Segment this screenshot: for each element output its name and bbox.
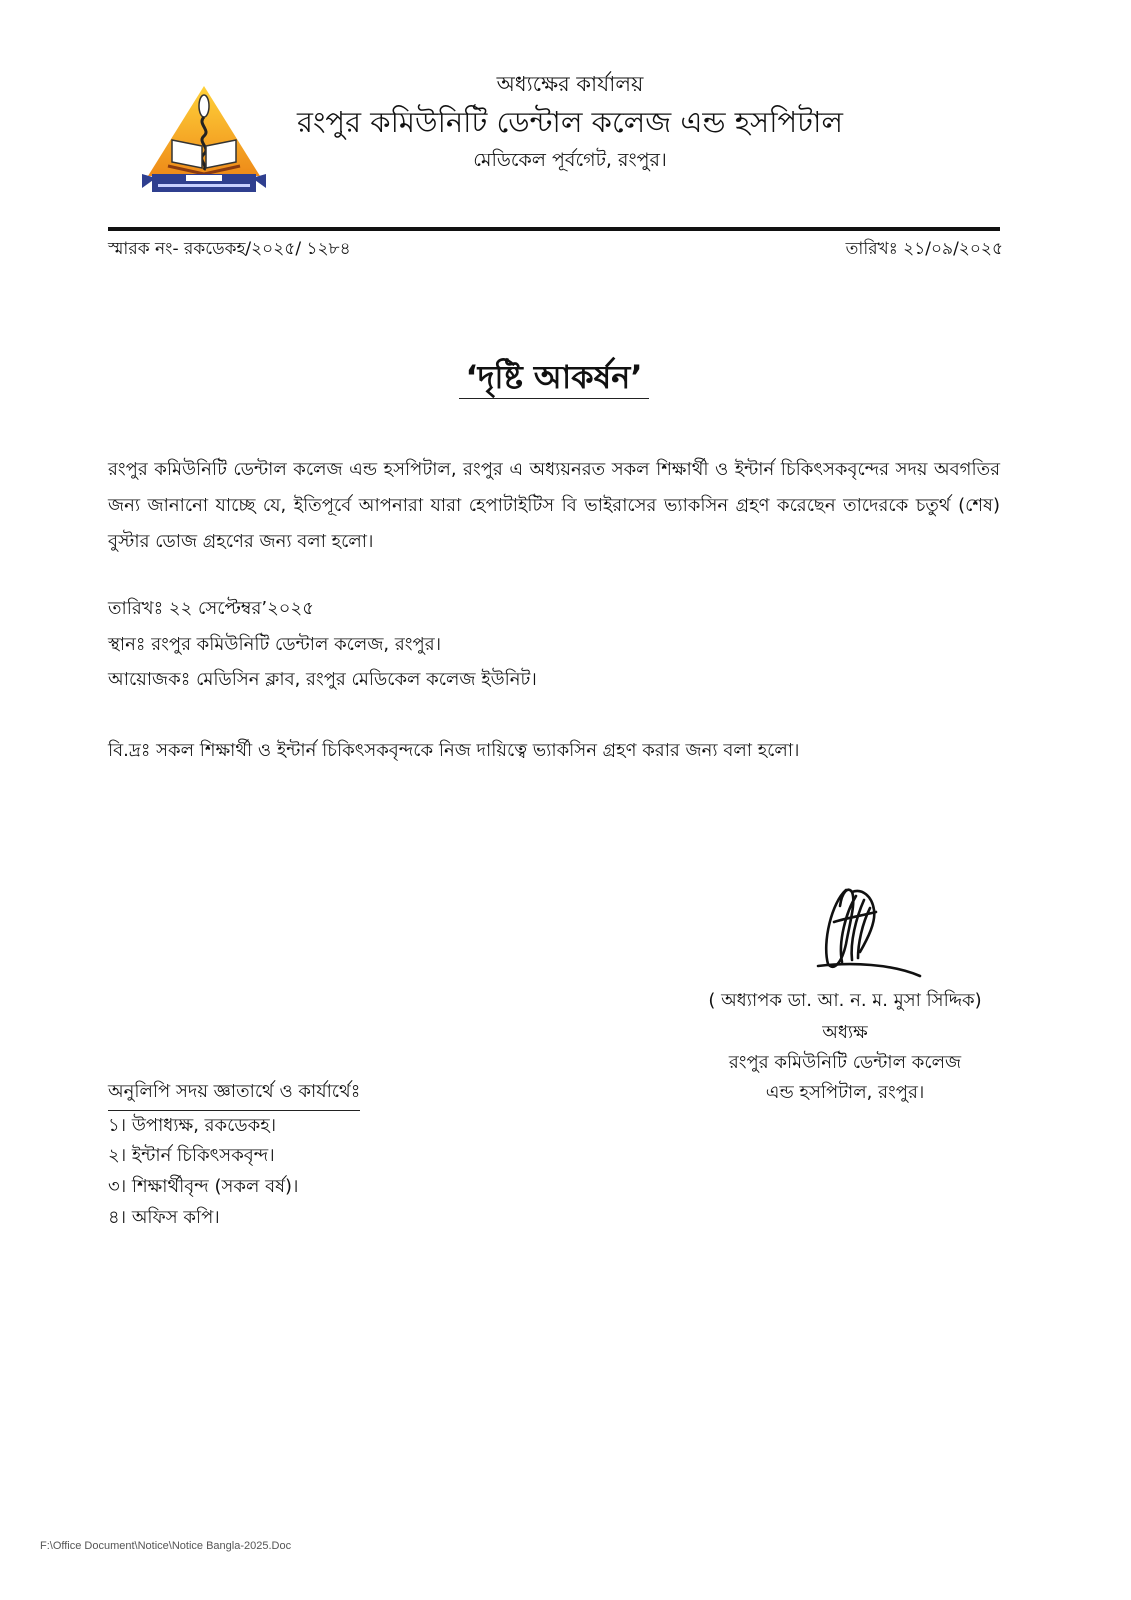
copy-item: ২। ইন্টার্ন চিকিৎসকবৃন্দ। <box>108 1145 275 1166</box>
logo-emblem-icon <box>142 84 266 198</box>
note: বি.দ্রঃ সকল শিক্ষার্থী ও ইন্টার্ন চিকিৎসকবৃন্দকে নিজ দায়িত্বে ভ্যাকসিন গ্রহণ করার জন্য বলা হলো। <box>108 740 800 761</box>
copy-item: ১। উপাধ্যক্ষ, রকডেকহ। <box>108 1115 277 1136</box>
event-date: তারিখঃ ২২ সেপ্টেম্বর’২০২৫ <box>108 598 314 619</box>
file-path-footer: F:\Office Document\Notice\Notice Bangla-2025.Doc <box>40 1540 292 1552</box>
copies-heading: অনুলিপি সদয় জ্ঞাতার্থে ও কার্যার্থেঃ <box>108 1077 360 1111</box>
signature-scribble-icon <box>812 882 922 980</box>
header-divider <box>108 227 1000 231</box>
signatory-name: ( অধ্যাপক ডা. আ. ন. ম. মুসা সিদ্দিক) <box>708 990 982 1011</box>
institution-name: রংপুর কমিউনিটি ডেন্টাল কলেজ এন্ড হসপিটাল <box>297 105 843 139</box>
signatory-designation: অধ্যক্ষ <box>822 1022 868 1043</box>
signatory-institution-line1: রংপুর কমিউনিটি ডেন্টাল কলেজ <box>728 1052 962 1073</box>
signature <box>812 882 922 980</box>
signatory-institution-line2: এন্ড হসপিটাল, রংপুর। <box>765 1082 925 1103</box>
event-venue: স্থানঃ রংপুর কমিউনিটি ডেন্টাল কলেজ, রংপুর। <box>108 634 442 655</box>
college-logo <box>142 84 266 198</box>
event-organizer: আয়োজকঃ মেডিসিন ক্লাব, রংপুর মেডিকেল কলেজ ইউনিট। <box>108 669 537 690</box>
institution-address: মেডিকেল পূর্বগেট, রংপুর। <box>473 149 667 171</box>
notice-title: ‘দৃষ্টি আকর্ষন’ <box>459 358 648 399</box>
copy-item: ৩। শিক্ষার্থীবৃন্দ (সকল বর্ষ)। <box>108 1176 299 1197</box>
copy-item: ৪। অফিস কপি। <box>108 1207 220 1228</box>
notice-title-wrap <box>0 352 1108 406</box>
office-title: অধ্যক্ষের কার্যালয় <box>496 72 644 96</box>
notice-body: রংপুর কমিউনিটি ডেন্টাল কলেজ এন্ড হসপিটাল, রংপুর এ অধ্যয়নরত সকল শিক্ষার্থী ও ইন্টার্ন চিকিৎসকবৃন্দের সদয় অবগতির জন্য জানানো যাচ্ছে যে, ইতিপূর্বে আপনারা যারা হেপাটাইটিস বি ভাইরাসের ভ্যাকসিন গ্রহণ করেছেন তাদেরকে চতুর্থ (শেষ) বুস্টার ডোজ গ্রহণের জন্য বলা হলো। <box>108 459 1000 552</box>
issue-date: তারিখঃ ২১/০৯/২০২৫ <box>845 239 1003 259</box>
memo-number: স্মারক নং- রকডেকহ/২০২৫/ ১২৮৪ <box>108 239 351 259</box>
